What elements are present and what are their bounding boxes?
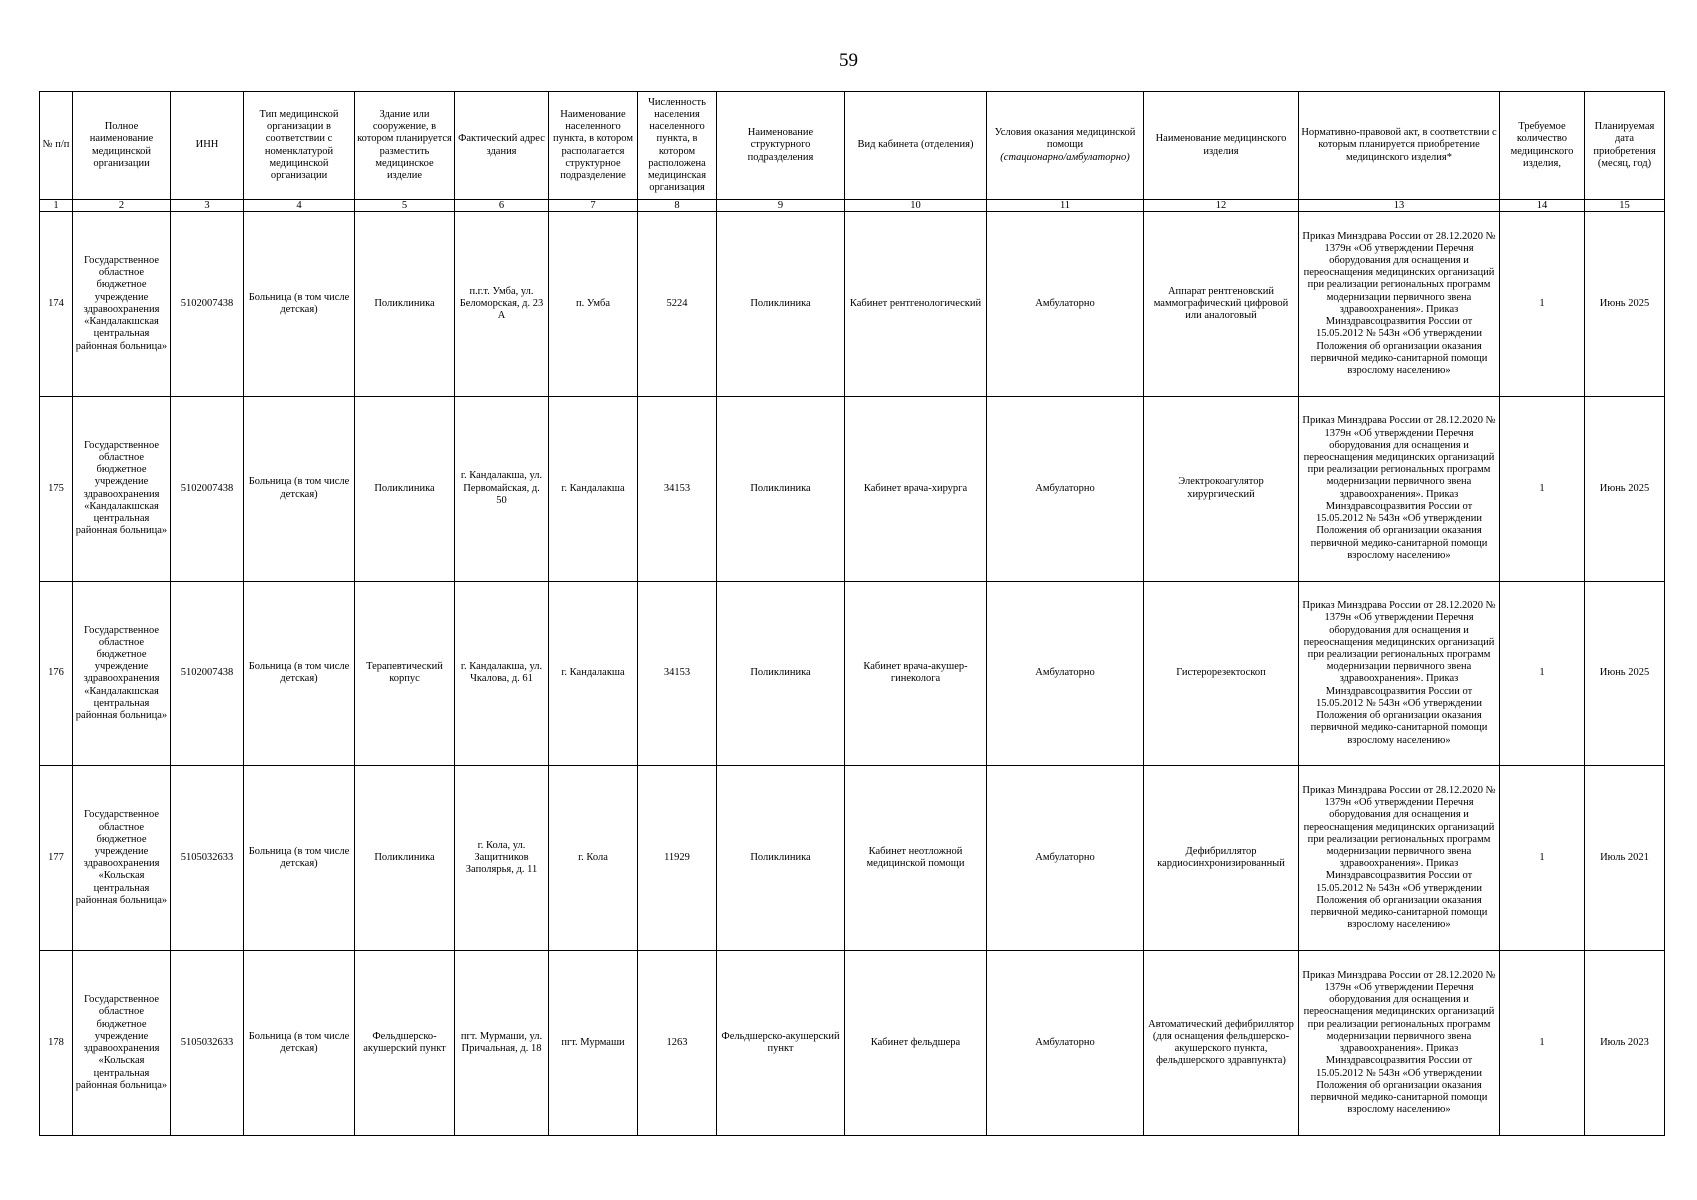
- building: Фельдшерско-акушерский пункт: [355, 951, 455, 1136]
- settlement: г. Кандалакша: [549, 396, 638, 581]
- settlement: г. Кандалакша: [549, 581, 638, 766]
- conditions: Амбулаторно: [987, 396, 1144, 581]
- division: Поликлиника: [717, 581, 845, 766]
- organization-type: Больница (в том числе детская): [244, 212, 355, 397]
- header-cell: Нормативно-правовой акт, в соответствии с которым планируется приобретение медицинского изделия*: [1299, 92, 1500, 200]
- address: п.г.т. Умба, ул. Беломорская, д. 23 А: [455, 212, 549, 397]
- header-cell: Здание или сооружение, в котором планируется разместить медицинское изделие: [355, 92, 455, 200]
- cabinet: Кабинет врача-акушер-гинеколога: [845, 581, 987, 766]
- settlement: пгт. Мурмаши: [549, 951, 638, 1136]
- header-cell: Фактический адрес здания: [455, 92, 549, 200]
- row-number: 175: [40, 396, 73, 581]
- inn: 5102007438: [171, 212, 244, 397]
- planned-date: Июнь 2025: [1585, 396, 1665, 581]
- row-number: 176: [40, 581, 73, 766]
- column-number: 4: [244, 200, 355, 212]
- column-number: 10: [845, 200, 987, 212]
- population: 34153: [638, 396, 717, 581]
- organization-type: Больница (в том числе детская): [244, 396, 355, 581]
- address: г. Кола, ул. Защитников Заполярья, д. 11: [455, 766, 549, 951]
- inn: 5105032633: [171, 951, 244, 1136]
- column-number: 11: [987, 200, 1144, 212]
- address: г. Кандалакша, ул. Первомайская, д. 50: [455, 396, 549, 581]
- table-row: [40, 396, 1665, 581]
- header-cell: Численность населения населенного пункта, в котором расположена медицинская организация: [638, 92, 717, 200]
- header-cell: Наименование населенного пункта, в котором располагается структурное подразделение: [549, 92, 638, 200]
- row-number: 174: [40, 212, 73, 397]
- quantity: 1: [1500, 396, 1585, 581]
- division: Фельдшерско-акушерский пункт: [717, 951, 845, 1136]
- planned-date: Июнь 2025: [1585, 581, 1665, 766]
- row-number: 178: [40, 951, 73, 1136]
- device: Автоматический дефибриллятор (для оснащения фельдшерско-акушерского пункта, фельдшерского здравпункта): [1144, 951, 1299, 1136]
- inn: 5102007438: [171, 581, 244, 766]
- address: г. Кандалакша, ул. Чкалова, д. 61: [455, 581, 549, 766]
- legal-act: Приказ Минздрава России от 28.12.2020 № 1379н «Об утверждении Перечня оборудования для оснащения и переоснащения медицинских организаций при реализации региональных программ модернизации первичного звена здравоохранения». Приказ Минздравсоцразвития России от 15.05.2012 № 543н «Об утверждении Положения об организации оказания первичной медико-санитарной помощи взрослому населению»: [1299, 396, 1500, 581]
- quantity: 1: [1500, 766, 1585, 951]
- organization-name: Государственное областное бюджетное учреждение здравоохранения «Кольская центральная районная больница»: [73, 766, 171, 951]
- legal-act: Приказ Минздрава России от 28.12.2020 № 1379н «Об утверждении Перечня оборудования для оснащения и переоснащения медицинских организаций при реализации региональных программ модернизации первичного звена здравоохранения». Приказ Минздравсоцразвития России от 15.05.2012 № 543н «Об утверждении Положения об организации оказания первичной медико-санитарной помощи взрослому населению»: [1299, 766, 1500, 951]
- header-conditions-note: (стационарно/амбулаторно): [1000, 151, 1130, 163]
- column-number: 13: [1299, 200, 1500, 212]
- cabinet: Кабинет врача-хирурга: [845, 396, 987, 581]
- header-cell: Требуемое количество медицинского изделия,: [1500, 92, 1585, 200]
- device: Гистерорезектоскоп: [1144, 581, 1299, 766]
- cabinet: Кабинет рентгенологический: [845, 212, 987, 397]
- page-number: 59: [839, 50, 858, 71]
- header-cell: Планируемая дата приобретения (месяц, год): [1585, 92, 1665, 200]
- organization-name: Государственное областное бюджетное учреждение здравоохранения «Кольская центральная районная больница»: [73, 951, 171, 1136]
- header-cell: ИНН: [171, 92, 244, 200]
- division: Поликлиника: [717, 396, 845, 581]
- column-number: 5: [355, 200, 455, 212]
- conditions: Амбулаторно: [987, 212, 1144, 397]
- header-cell-conditions: [987, 92, 1144, 200]
- column-number: 9: [717, 200, 845, 212]
- conditions: Амбулаторно: [987, 581, 1144, 766]
- settlement: г. Кола: [549, 766, 638, 951]
- header-cell: Тип медицинской организации в соответствии с номенклатурой медицинской организации: [244, 92, 355, 200]
- organization-type: Больница (в том числе детская): [244, 766, 355, 951]
- quantity: 1: [1500, 212, 1585, 397]
- legal-act: Приказ Минздрава России от 28.12.2020 № 1379н «Об утверждении Перечня оборудования для оснащения и переоснащения медицинских организаций при реализации региональных программ модернизации первичного звена здравоохранения». Приказ Минздравсоцразвития России от 15.05.2012 № 543н «Об утверждении Положения об организации оказания первичной медико-санитарной помощи взрослому населению»: [1299, 212, 1500, 397]
- header-cell: Наименование структурного подразделения: [717, 92, 845, 200]
- device: Электрокоагулятор хирургический: [1144, 396, 1299, 581]
- row-number: 177: [40, 766, 73, 951]
- column-number: 2: [73, 200, 171, 212]
- planned-date: Июнь 2025: [1585, 212, 1665, 397]
- header-conditions-label: Условия оказания медицинской помощи: [994, 127, 1136, 151]
- table-row: [40, 951, 1665, 1136]
- inn: 5105032633: [171, 766, 244, 951]
- quantity: 1: [1500, 581, 1585, 766]
- cabinet: Кабинет неотложной медицинской помощи: [845, 766, 987, 951]
- organization-name: Государственное областное бюджетное учреждение здравоохранения «Кандалакшская центральная районная больница»: [73, 396, 171, 581]
- planned-date: Июль 2021: [1585, 766, 1665, 951]
- legal-act: Приказ Минздрава России от 28.12.2020 № 1379н «Об утверждении Перечня оборудования для оснащения и переоснащения медицинских организаций при реализации региональных программ модернизации первичного звена здравоохранения». Приказ Минздравсоцразвития России от 15.05.2012 № 543н «Об утверждении Положения об организации оказания первичной медико-санитарной помощи взрослому населению»: [1299, 951, 1500, 1136]
- column-number: 8: [638, 200, 717, 212]
- legal-act: Приказ Минздрава России от 28.12.2020 № 1379н «Об утверждении Перечня оборудования для оснащения и переоснащения медицинских организаций при реализации региональных программ модернизации первичного звена здравоохранения». Приказ Минздравсоцразвития России от 15.05.2012 № 543н «Об утверждении Положения об организации оказания первичной медико-санитарной помощи взрослому населению»: [1299, 581, 1500, 766]
- column-number: 7: [549, 200, 638, 212]
- building: Поликлиника: [355, 396, 455, 581]
- column-number: 12: [1144, 200, 1299, 212]
- table-row: [40, 212, 1665, 397]
- address: пгт. Мурмаши, ул. Причальная, д. 18: [455, 951, 549, 1136]
- column-number: 3: [171, 200, 244, 212]
- equipment-table: [39, 91, 1665, 1136]
- settlement: п. Умба: [549, 212, 638, 397]
- column-number: 14: [1500, 200, 1585, 212]
- conditions: Амбулаторно: [987, 766, 1144, 951]
- population: 1263: [638, 951, 717, 1136]
- header-cell: Наименование медицинского изделия: [1144, 92, 1299, 200]
- table-row: [40, 766, 1665, 951]
- column-number: 6: [455, 200, 549, 212]
- header-cell: Вид кабинета (отделения): [845, 92, 987, 200]
- division: Поликлиника: [717, 766, 845, 951]
- cabinet: Кабинет фельдшера: [845, 951, 987, 1136]
- organization-name: Государственное областное бюджетное учреждение здравоохранения «Кандалакшская центральная районная больница»: [73, 212, 171, 397]
- division: Поликлиника: [717, 212, 845, 397]
- column-number: 1: [40, 200, 73, 212]
- quantity: 1: [1500, 951, 1585, 1136]
- header-cell: № п/п: [40, 92, 73, 200]
- building: Поликлиника: [355, 766, 455, 951]
- table-row: [40, 581, 1665, 766]
- column-number-row: [40, 200, 1665, 212]
- device: Дефибриллятор кардиосинхронизированный: [1144, 766, 1299, 951]
- building: Терапевтический корпус: [355, 581, 455, 766]
- population: 5224: [638, 212, 717, 397]
- organization-type: Больница (в том числе детская): [244, 581, 355, 766]
- column-number: 15: [1585, 200, 1665, 212]
- header-row: [40, 92, 1665, 200]
- organization-type: Больница (в том числе детская): [244, 951, 355, 1136]
- organization-name: Государственное областное бюджетное учреждение здравоохранения «Кандалакшская центральная районная больница»: [73, 581, 171, 766]
- building: Поликлиника: [355, 212, 455, 397]
- population: 11929: [638, 766, 717, 951]
- conditions: Амбулаторно: [987, 951, 1144, 1136]
- population: 34153: [638, 581, 717, 766]
- header-cell: Полное наименование медицинской организации: [73, 92, 171, 200]
- device: Аппарат рентгеновский маммографический цифровой или аналоговый: [1144, 212, 1299, 397]
- planned-date: Июль 2023: [1585, 951, 1665, 1136]
- inn: 5102007438: [171, 396, 244, 581]
